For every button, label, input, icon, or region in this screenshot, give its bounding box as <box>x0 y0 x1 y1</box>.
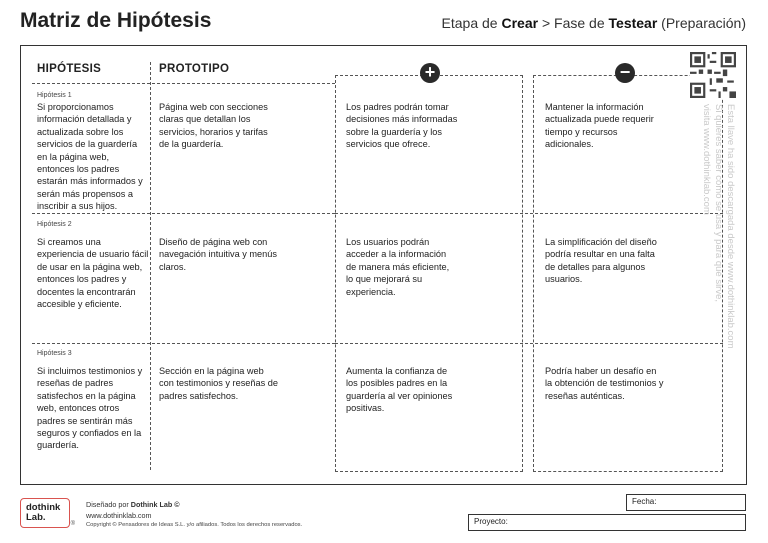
website-link[interactable]: www.dothinklab.com <box>86 511 152 520</box>
project-field[interactable] <box>468 514 746 531</box>
row-divider <box>335 343 723 344</box>
row-divider <box>335 213 723 214</box>
cons-text: Podría haber un desafío en la obtención de testimonios y reseñas auténticas. <box>545 366 664 401</box>
stage-prefix: Etapa de <box>441 15 502 31</box>
pros-text: Aumenta la confianza de los posibles padres en la guardería al ver opiniones positivas. <box>346 366 453 414</box>
column-header-hypothesis: HIPÓTESIS <box>37 63 102 75</box>
column-header-prototype: PROTOTIPO <box>159 63 230 75</box>
designer-name: Dothink Lab © <box>130 500 180 509</box>
plus-icon: + <box>420 63 440 83</box>
hypothesis-text: Si creamos una experiencia de usuario fácil de usar en la página web, entonces los padres y docentes la encontrarán accesible y eficiente. <box>37 237 149 310</box>
watermark-line: Si quieres saber cómo se usa y para qué sirve, <box>713 104 724 303</box>
hypothesis-text: Si proporcionamos información detallada y actualizada sobre los servicios de la guardería en la página web, entonces los padres estarán más informados y serán más propensos a inscribir a sus hijos. <box>37 102 143 212</box>
page-title: Matriz de Hipótesis <box>20 9 212 32</box>
hypothesis-label: Hipótesis 1 <box>37 92 72 99</box>
designed-by <box>86 500 180 509</box>
pros-text: Los padres podrán tomar decisiones más informadas sobre la guardería y los servicios que ofrece. <box>346 102 458 150</box>
date-field[interactable] <box>626 494 746 511</box>
watermark-line: visita www.dothinklab.com <box>701 104 712 215</box>
qr-code-icon <box>690 52 736 98</box>
phase-name: Testear <box>608 15 658 31</box>
row-divider <box>32 343 335 344</box>
hypothesis-text: Si incluimos testimonios y reseñas de padres satisfechos en la página web, entonces otros padres se sentirán más seguros y confiados en la guardería. <box>37 366 143 451</box>
logo-line: Lab. <box>26 512 46 523</box>
header-divider <box>32 83 335 84</box>
stage-separator: > Fase de <box>538 15 609 31</box>
stage-suffix: (Preparación) <box>657 15 746 31</box>
hypothesis-label: Hipótesis 2 <box>37 221 72 228</box>
logo-line: dothink <box>26 502 61 513</box>
row-divider <box>32 213 335 214</box>
column-divider <box>150 62 151 470</box>
date-label: Fecha: <box>632 497 657 506</box>
stage-name: Crear <box>501 15 539 31</box>
prototype-text: Página web con secciones claras que detallan los servicios, horarios y tarifas de la guardería. <box>159 102 268 150</box>
designed-prefix: Diseñado por <box>86 500 131 509</box>
cons-text: Mantener la información actualizada puede requerir tiempo y recursos adicionales. <box>545 102 654 150</box>
stage-indicator <box>442 15 746 31</box>
minus-icon: − <box>615 63 635 83</box>
dothink-logo <box>20 498 75 528</box>
cons-text: La simplificación del diseño podría resultar en una falta de detalles para algunos usuarios. <box>545 237 657 285</box>
watermark-line: Esta llave ha sido descargada desde www.dothinklab.com <box>725 104 736 349</box>
registered-mark: ® <box>70 521 75 527</box>
hypothesis-label: Hipótesis 3 <box>37 350 72 357</box>
watermark <box>694 104 734 464</box>
pros-text: Los usuarios podrán acceder a la información de manera más eficiente, lo que mejorará su experiencia. <box>346 237 450 297</box>
copyright: Copyright © Pensadores de Ideas S.L. y/o afiliados. Todos los derechos reservados. <box>86 522 303 528</box>
project-label: Proyecto: <box>474 517 508 526</box>
prototype-text: Sección en la página web con testimonios y reseñas de padres satisfechos. <box>159 366 278 401</box>
prototype-text: Diseño de página web con navegación intuitiva y menús claros. <box>159 237 277 272</box>
